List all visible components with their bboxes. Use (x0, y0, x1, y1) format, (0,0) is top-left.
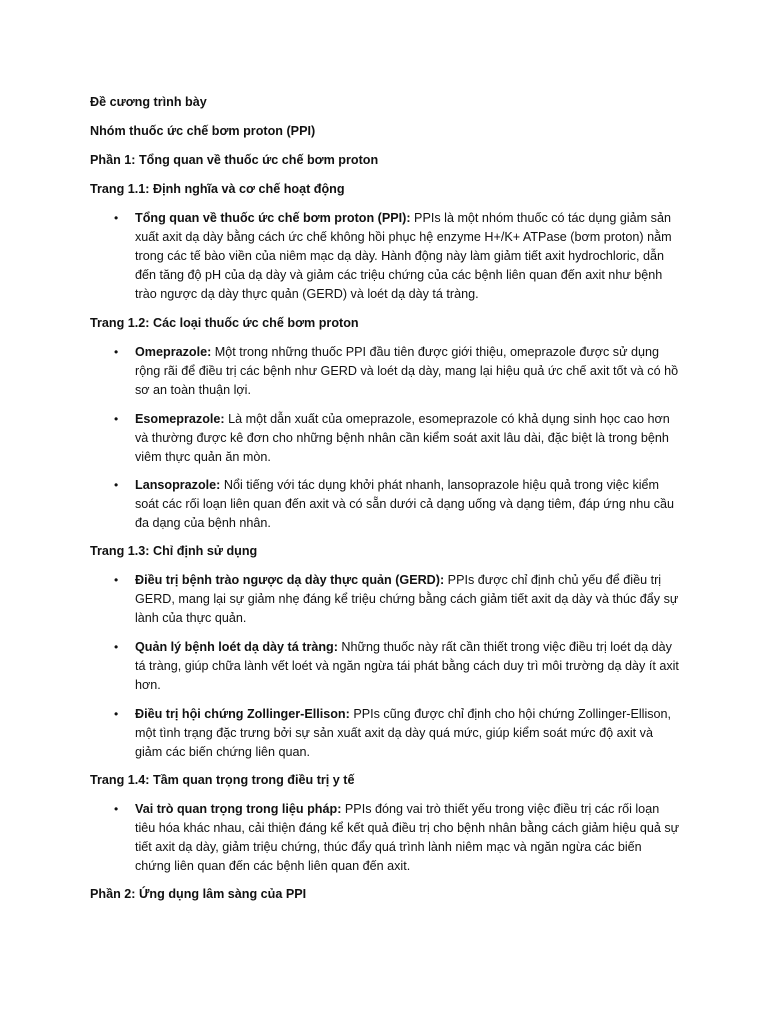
bullet-dot: • (114, 802, 119, 816)
bullet-dot: • (114, 478, 119, 492)
part1-title: Phần 1: Tổng quan về thuốc ức chế bơm proton (90, 153, 379, 167)
item-text: PPIs cũng được chỉ định cho hội chứng Zollinger-Ellison, một tình trạng đặc trưng bởi sự sản xuất axit dạ dày quá mức, giúp kiểm soát mức độ axit và giảm các biến chứng liên quan. (135, 707, 672, 759)
item-term: Điều trị bệnh trào ngược dạ dày thực quản (GERD): (135, 573, 445, 587)
list-item (135, 571, 680, 628)
list-item (135, 638, 680, 695)
item-term: Điều trị hội chứng Zollinger-Ellison: (135, 707, 350, 721)
list-item (135, 410, 680, 467)
item-text: PPIs được chỉ định chủ yếu để điều trị GERD, mang lại sự giảm nhẹ đáng kể triệu chứng bằng cách giảm tiết axit dạ dày và thúc đẩy sự lành của thực quản. (135, 573, 679, 625)
item-term: Tổng quan về thuốc ức chế bơm proton (PPI): (135, 211, 411, 225)
section-1-1-title: Trang 1.1: Định nghĩa và cơ chế hoạt động (90, 182, 345, 196)
list-item (135, 476, 680, 533)
list-item (135, 800, 680, 876)
item-text: Một trong những thuốc PPI đầu tiên được giới thiệu, omeprazole được sử dụng rộng rãi để điều trị các bệnh như GERD và loét dạ dày, mang lại hiệu quả ức chế axit tốt và có hồ sơ an toàn thuận lợi. (135, 345, 679, 397)
section-1-3-title: Trang 1.3: Chỉ định sử dụng (90, 544, 258, 558)
part2-title: Phần 2: Ứng dụng lâm sàng của PPI (90, 887, 307, 901)
list-item (135, 209, 680, 304)
item-term: Omeprazole: (135, 345, 212, 359)
bullet-dot: • (114, 211, 119, 225)
bullet-dot: • (114, 640, 119, 654)
item-text: Là một dẫn xuất của omeprazole, esomeprazole có khả dụng sinh học cao hơn và thường được kê đơn cho những bệnh nhân cần kiểm soát axit lâu dài, đặc biệt là trong bệnh viêm thực quản ăn mòn. (135, 412, 670, 464)
item-term: Vai trò quan trọng trong liệu pháp: (135, 802, 342, 816)
item-text: Nổi tiếng với tác dụng khởi phát nhanh, lansoprazole hiệu quả trong việc kiểm soát các rối loạn liên quan đến axit và có sẵn dưới cả dạng uống và dạng tiêm, đáp ứng nhu cầu đa dạng của bệnh nhân. (135, 478, 675, 530)
section-1-2-title: Trang 1.2: Các loại thuốc ức chế bơm proton (90, 316, 359, 330)
item-text: PPIs là một nhóm thuốc có tác dụng giảm sản xuất axit dạ dày bằng cách ức chế không hồi phục hệ enzyme H+/K+ ATPase (bơm proton) nằm trong các tế bào viền của niêm mạc dạ dày. Hành động này làm giảm tiết axit hydrochloric, dẫn đến tăng độ pH của dạ dày và giảm các triệu chứng của các bệnh liên quan đến axit như bệnh trào ngược dạ dày thực quản (GERD) và loét dạ dày tá tràng. (135, 211, 672, 301)
bullet-dot: • (114, 707, 119, 721)
bullet-dot: • (114, 345, 119, 359)
item-text: PPIs đóng vai trò thiết yếu trong việc điều trị các rối loạn tiêu hóa khác nhau, cải thiện đáng kể kết quả điều trị cho bệnh nhân bằng cách giảm hiệu quả sự tiết axit dạ dày, giảm triệu chứng, thúc đẩy quá trình lành niêm mạc và ngăn ngừa các biến chứng liên quan đến các bệnh liên quan đến axit. (135, 802, 680, 873)
item-text: Những thuốc này rất cần thiết trong việc điều trị loét dạ dày tá tràng, giúp chữa lành vết loét và ngăn ngừa tái phát bằng cách duy trì môi trường dạ dày ít axit hơn. (135, 640, 679, 692)
outline-title: Đề cương trình bày (90, 95, 207, 109)
list-item (135, 343, 680, 400)
list-item (135, 705, 680, 762)
item-term: Quản lý bệnh loét dạ dày tá tràng: (135, 640, 338, 654)
topic-title: Nhóm thuốc ức chế bơm proton (PPI) (90, 124, 316, 138)
bullet-dot: • (114, 412, 119, 426)
section-1-4-title: Trang 1.4: Tầm quan trọng trong điều trị y tế (90, 773, 355, 787)
item-term: Esomeprazole: (135, 412, 225, 426)
item-term: Lansoprazole: (135, 478, 221, 492)
bullet-dot: • (114, 573, 119, 587)
